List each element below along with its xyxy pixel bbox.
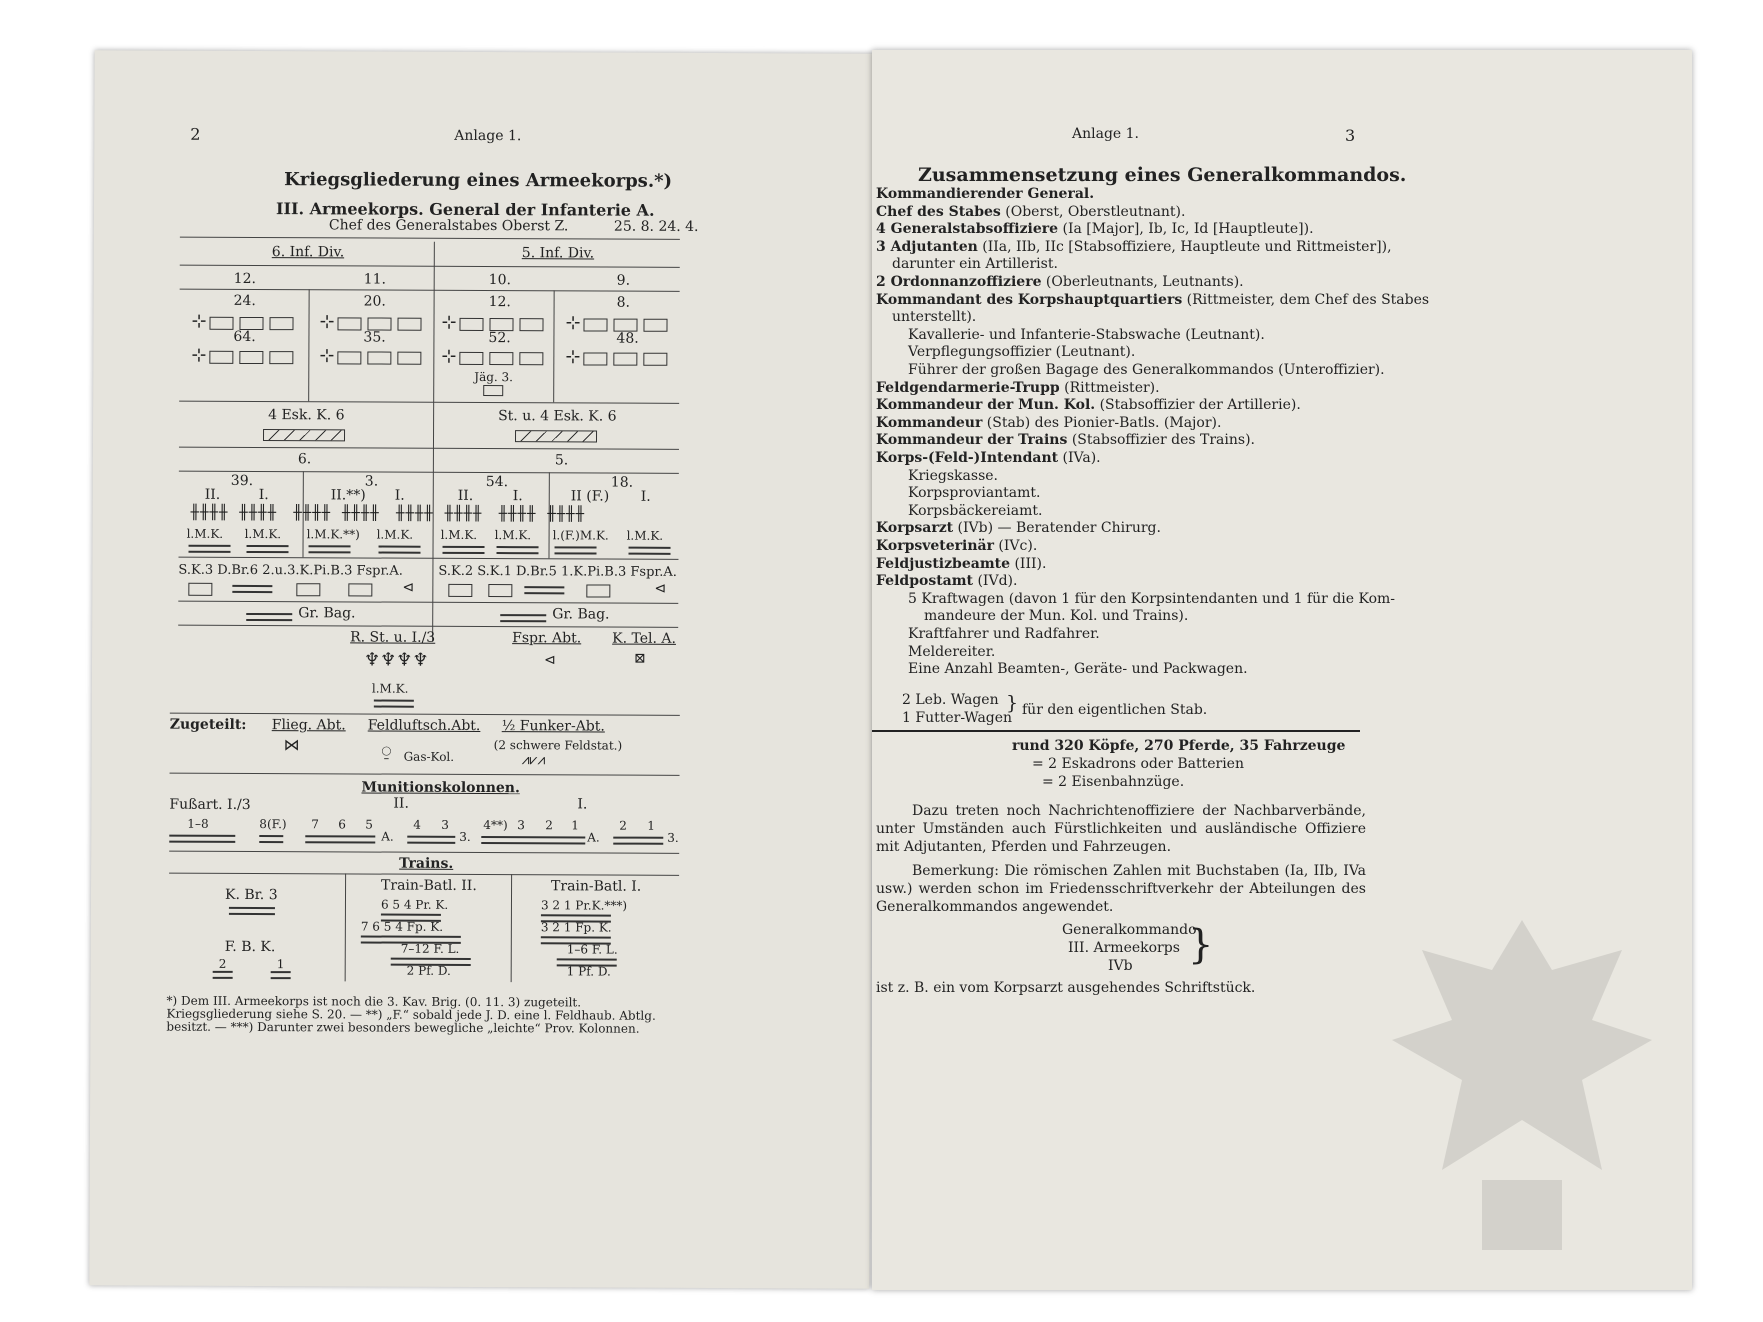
staff-line-rest: unterstellt).: [892, 309, 977, 326]
staff-line-rest: (IVb) — Beratender Chirurg.: [953, 520, 1161, 537]
staff-line: [876, 432, 1255, 448]
staff-line-rest: (Rittmeister).: [1059, 379, 1160, 396]
ammo-column-label: l.(F.)M.K.: [552, 528, 609, 543]
battalion-symbol: [583, 318, 607, 331]
field-bakery-label: F. B. K.: [224, 938, 276, 956]
example-note: ist z. B. ein vom Korpsarzt ausgehendes Schriftstück.: [876, 980, 1256, 996]
staff-line: [908, 344, 1135, 360]
cavalry-squadrons-symbol: [263, 429, 345, 441]
rule: [170, 713, 680, 716]
rule: [178, 601, 678, 604]
artillery-unit: II.: [457, 487, 474, 504]
corps-troop-label: R. St. u. I./3: [350, 629, 436, 646]
flag-icon: ⊲: [544, 652, 556, 669]
munition-number: 1: [571, 818, 579, 833]
rule: [178, 625, 678, 628]
baggage-symbol: [246, 613, 292, 621]
corps-troop-label: Fspr. Abt.: [512, 630, 582, 647]
rule: [180, 265, 680, 268]
staff-line-rest: Führer der großen Bagage des Generalkommandos (Unteroffizier).: [908, 362, 1385, 378]
column-symbol: [541, 936, 611, 944]
battalion-symbol: [483, 385, 503, 396]
staff-line-bold: 3 Adjutanten: [876, 238, 978, 255]
brigade-label: 11.: [363, 271, 387, 288]
ammo-column-label: l.M.K.: [186, 526, 224, 541]
staff-line: [908, 661, 1248, 677]
staff-line: [908, 468, 998, 484]
staff-line-rest: (Oberleutnants, Leutnants).: [1041, 274, 1244, 290]
staff-line: [876, 415, 1221, 431]
munition-group-label: I.: [577, 796, 588, 813]
regiment-label: 64.: [233, 328, 256, 346]
battalion-symbol: [519, 318, 543, 331]
battalion-symbol: [643, 319, 667, 332]
column-symbol: [497, 546, 539, 554]
rule: [169, 851, 679, 854]
column-symbol: [189, 545, 231, 553]
staff-line-bold: Chef des Stabes: [876, 203, 1001, 220]
division-right: 5. Inf. Div.: [521, 245, 595, 262]
staff-line: [876, 204, 1185, 220]
train-battalion-label: Train-Batl. I.: [551, 878, 642, 895]
staff-line-rest: (Ia [Major], Ib, Ic, Id [Hauptleute]).: [1058, 221, 1314, 238]
rule: [511, 874, 512, 982]
staff-line-rest: Kraftfahrer und Radfahrer.: [908, 626, 1100, 642]
staff-line-rest: (Oberst, Oberstleutnant).: [1000, 203, 1186, 220]
regiment-staff-icon: ⊹: [565, 346, 581, 368]
division-left: 6. Inf. Div.: [271, 244, 345, 261]
ammo-column-label: l.M.K.: [244, 526, 282, 542]
artillery-unit: II.**): [330, 487, 366, 504]
staff-line-rest: darunter ein Artillerist.: [892, 256, 1058, 273]
staff-line: [908, 485, 1041, 501]
artillery-regiment-label: 3.: [364, 473, 379, 490]
munition-number: A.: [381, 829, 394, 844]
regiment-staff-icon: ⊹: [319, 311, 335, 333]
staff-line: [876, 274, 1244, 290]
battalion-symbol: [519, 352, 543, 365]
munition-number: 4: [413, 817, 421, 832]
battalion-symbol: [337, 351, 361, 364]
regiment-staff-icon: ⊹: [441, 311, 457, 333]
column-symbol: [213, 971, 233, 979]
artillery-brigade-left: 6.: [297, 451, 312, 468]
total-strength: rund 320 Köpfe, 270 Pferde, 35 Fahrzeuge: [1012, 738, 1346, 754]
ammo-column-label: l.M.K.: [371, 681, 409, 696]
munition-number: 2: [545, 818, 553, 833]
bakery-number: 1: [276, 957, 285, 972]
column-symbol: [407, 836, 455, 844]
staff-line: [876, 573, 1017, 589]
staff-line: [876, 239, 1392, 255]
unit-symbol: [348, 583, 372, 596]
section-title-trains: Trains.: [399, 855, 454, 872]
column-symbol: [541, 914, 611, 922]
column-symbol: [629, 547, 671, 555]
staff-line-bold: Kommandierender General.: [876, 186, 1095, 202]
staff-line-bold: 2 Ordonnanzoffiziere: [876, 274, 1042, 290]
wagon-line: 2 Leb. Wagen: [902, 692, 999, 708]
wagon-line: 1 Futter-Wagen: [902, 710, 1013, 726]
column-symbol: [443, 546, 485, 554]
train-row: 3 2 1 Fp. K.: [540, 920, 612, 935]
column-symbol: [374, 700, 414, 708]
rule: [178, 557, 678, 560]
attached-unit: ½ Funker-Abt.: [501, 718, 605, 735]
rule: [169, 873, 679, 876]
eagle-watermark-icon: [1372, 890, 1672, 1270]
munition-number: A.: [587, 830, 600, 845]
example-line: III. Armeekorps: [1068, 940, 1180, 956]
example-line: Generalkommando: [1062, 922, 1197, 938]
regiment-label: 52.: [488, 330, 511, 347]
battalion-symbol: [269, 317, 293, 330]
staff-line-rest: (Stab) des Pionier-Batls. (Major).: [982, 414, 1222, 431]
artillery-unit: II.: [204, 486, 221, 503]
staff-line-bold: Feldjustizbeamte: [876, 555, 1011, 572]
regiment-label: 12.: [488, 294, 511, 311]
munition-number: 3: [517, 818, 525, 833]
munition-number: 6: [338, 817, 346, 832]
column-symbol: [271, 971, 291, 979]
artillery-unit: I.: [394, 487, 405, 504]
train-row: 3 2 1 Pr.K.***): [540, 898, 628, 913]
staff-line: [876, 397, 1301, 413]
brigade-label: 12.: [233, 270, 257, 288]
staff-line: [892, 309, 976, 325]
staff-line: [908, 362, 1385, 378]
staff-line: [908, 644, 995, 660]
battery-symbols: ╫╫╫╫ ╫╫╫╫ ╫╫╫╫ ╫╫╫╫ ╫╫╫╫ ╫╫╫╫ ╫╫╫╫ ╫╫╫╫: [190, 504, 586, 523]
staff-line-bold: 4 Generalstabsoffiziere: [876, 221, 1059, 238]
rule: [308, 289, 309, 401]
battalion-symbol: [239, 351, 263, 364]
unit-symbol: [488, 584, 512, 597]
munition-number: 4**): [483, 818, 508, 833]
brace-icon: }: [1188, 922, 1214, 968]
attached-label: Zugeteilt:: [169, 716, 247, 733]
staff-line-rest: (III).: [1010, 555, 1047, 572]
staff-line: [892, 256, 1058, 272]
munition-number: 5: [365, 817, 373, 832]
flag-icon: ⊲: [402, 579, 415, 596]
division-divider: [432, 242, 435, 642]
rule: [179, 447, 679, 450]
staff-line-rest: Eine Anzahl Beamten-, Geräte- und Packwagen.: [908, 661, 1248, 678]
ammo-column-label: l.M.K.: [376, 527, 414, 542]
battalion-symbol: [337, 317, 361, 330]
staff-line-bold: Kommandant des Korpshauptquartiers: [876, 291, 1183, 308]
regiment-label: 8.: [616, 294, 630, 311]
baggage-label-left: Gr. Bag.: [298, 605, 356, 622]
ammo-column-label: l.M.K.: [494, 528, 532, 543]
regiment-staff-icon: ⊹: [191, 310, 207, 332]
staff-line-bold: Kommandeur: [876, 414, 983, 431]
column-symbol: [557, 958, 617, 966]
attached-unit: Feldluftsch.Abt.: [367, 717, 481, 734]
rule: [170, 773, 680, 776]
staff-line: [876, 520, 1161, 536]
artillery-unit: I.: [512, 488, 523, 505]
staff-line-bold: Feldgendarmerie-Trupp: [876, 379, 1060, 396]
staff-line-rest: Korpsproviantamt.: [908, 485, 1041, 502]
brigade-label: 10.: [488, 272, 511, 289]
regiment-staff-icon: ⊹: [441, 345, 457, 367]
column-symbol: [381, 914, 441, 922]
battalion-symbol: [459, 318, 483, 331]
train-row: 1–6 F. L.: [566, 942, 618, 957]
telegraph-icon: ⊠: [634, 650, 646, 667]
staff-line: [876, 380, 1160, 396]
jaeger-label: Jäg. 3.: [474, 369, 514, 385]
munition-number: 7: [311, 817, 319, 832]
battalion-symbol: [643, 353, 667, 366]
staff-line-rest: Kavallerie- und Infanterie-Stabswache (Leutnant).: [908, 326, 1265, 343]
foot-artillery-label: Fußart. I./3: [169, 796, 251, 813]
regiment-staff-icon: ⊹: [319, 345, 335, 367]
support-units-left: S.K.3 D.Br.6 2.u.3.K.Pi.B.3 Fspr.A.: [178, 562, 403, 579]
staff-line: [924, 608, 1188, 624]
rule: [179, 471, 679, 474]
artillery-unit: I.: [258, 487, 269, 504]
total-equivalent: = 2 Eisenbahnzüge.: [1042, 774, 1185, 790]
chief-line: Chef des Generalstabes Oberst Z.: [328, 217, 569, 235]
column-symbol: [613, 837, 663, 845]
staff-line: [876, 186, 1094, 202]
column-symbol: [305, 835, 375, 843]
right-page: [872, 50, 1692, 1290]
regiment-staff-icon: ⊹: [191, 344, 207, 366]
staff-line-rest: mandeure der Mun. Kol. und Trains).: [924, 608, 1189, 625]
baggage-label-right: Gr. Bag.: [552, 606, 610, 623]
battalion-symbol: [269, 351, 293, 364]
support-units-right: S.K.2 S.K.1 D.Br.5 1.K.Pi.B.3 Fspr.A.: [438, 563, 677, 580]
aircraft-icon: ⋈: [283, 735, 300, 755]
staff-line-rest: Kriegskasse.: [908, 467, 998, 484]
regiment-label: 48.: [616, 330, 639, 347]
bakery-number: 2: [218, 956, 227, 971]
artillery-unit: I.: [640, 488, 651, 505]
flag-icon: ⊲: [654, 580, 667, 597]
corps-line: III. Armeekorps. General der Infanterie A.: [275, 199, 655, 220]
attached-unit: Flieg. Abt.: [271, 717, 346, 734]
radio-station-note: (2 schwere Feldstat.): [493, 738, 623, 753]
column-symbol: [379, 546, 421, 554]
train-row: 7 6 5 4 Fp. K.: [360, 919, 444, 934]
regiment-label: 20.: [363, 293, 386, 310]
battalion-symbol: [209, 317, 233, 330]
munition-number: 8(F.): [259, 817, 287, 832]
staff-line-rest: (IVc).: [993, 538, 1038, 554]
page-title-right: Zusammensetzung eines Generalkommandos.: [918, 164, 1407, 186]
ammo-column-label: l.M.K.: [626, 528, 664, 543]
munition-number: 1: [647, 818, 655, 833]
unit-symbol: [296, 583, 320, 596]
column-symbol: [361, 935, 461, 943]
munition-number: 2: [619, 818, 627, 833]
rule: [553, 290, 554, 402]
artillery-regiment-label: 54.: [485, 474, 509, 491]
radio-icon: ⩘⩗⩘: [521, 752, 546, 769]
ammo-column-label: l.M.K.**): [306, 527, 360, 542]
battalion-symbol: [583, 352, 607, 365]
staff-line-rest: (IIa, IIb, IIc [Stabsoffiziere, Hauptleute und Rittmeister]),: [977, 238, 1392, 255]
train-row: 1 Pf. D.: [566, 964, 611, 979]
column-symbol: [229, 907, 275, 915]
regiment-label: 35.: [363, 329, 386, 346]
staff-line-rest: (IVd).: [973, 573, 1018, 590]
munition-range: 1–8: [187, 816, 209, 831]
unit-symbol: [586, 584, 610, 597]
rule: [179, 401, 679, 404]
staff-line-bold: Korps-(Feld-)Intendant: [876, 450, 1059, 466]
battery-group-icon: ♆♆♆♆: [363, 649, 429, 671]
staff-line-bold: Korpsveterinär: [876, 538, 994, 554]
page-number-right: 3: [1345, 126, 1356, 145]
munition-number: 3.: [459, 829, 471, 844]
staff-line: [908, 591, 1395, 607]
staff-line: [876, 450, 1101, 466]
unit-symbol: [188, 583, 212, 596]
staff-line-bold: Feldpostamt: [876, 573, 974, 590]
running-header-right: Anlage 1.: [1072, 126, 1140, 142]
regiment-staff-icon: ⊹: [565, 312, 581, 334]
train-row: 2 Pf. D.: [406, 963, 451, 978]
battalion-symbol: [613, 353, 637, 366]
cavalry-squadrons-symbol: [515, 430, 597, 442]
column-symbol: [259, 835, 283, 843]
brace-icon: }: [1006, 692, 1019, 714]
column-symbol: [481, 836, 585, 844]
regiment-label: 24.: [233, 292, 256, 310]
paragraph-additions: Dazu treten noch Nachrichtenoffiziere der Nachbarverbände, unter Umständen auch Fürstlichkeiten und ausländische Offiziere mit Adjutanten, Pferden und Fahrzeugen.: [876, 803, 1366, 855]
staff-line-rest: Korpsbäckereiamt.: [908, 502, 1043, 519]
artillery-regiment-label: 39.: [230, 472, 254, 489]
corps-troop-label: K. Tel. A.: [612, 630, 677, 647]
footnote: *) Dem III. Armeekorps ist noch die 3. Kav. Brig. (0. 11. 3) zugeteilt. Kriegsgliederung siehe S. 20. — **) „F.“ sobald jede J. D. eine l. Feldhaub. Abtlg. besitzt. — ***) Darunter zwei besonders bewegliche „leichte“ Prov. Kolonnen.: [166, 993, 656, 1036]
staff-line-rest: (Stabsoffizier der Artillerie).: [1095, 397, 1301, 414]
staff-line-rest: (Rittmeister, dem Chef des Stabes: [1182, 291, 1430, 308]
battalion-symbol: [397, 318, 421, 331]
rule: [180, 237, 680, 240]
wagon-note: für den eigentlichen Stab.: [1022, 702, 1208, 718]
staff-line: [876, 292, 1429, 308]
staff-line: [876, 538, 1037, 554]
staff-line: [908, 327, 1265, 343]
unit-symbol: [524, 586, 564, 594]
munition-number: 3: [441, 817, 449, 832]
section-title-munition: Munitionskolonnen.: [361, 779, 520, 797]
artillery-unit: II (F.): [570, 488, 610, 505]
balloon-icon: ⍜: [381, 741, 392, 761]
ammo-column-label: l.M.K.: [440, 527, 478, 542]
battalion-symbol: [397, 352, 421, 365]
left-page: [89, 50, 874, 1288]
battalion-symbol: [489, 352, 513, 365]
train-row: 6 5 4 Pr. K.: [380, 897, 449, 912]
staff-line: [876, 221, 1314, 237]
staff-line-bold: Kommandeur der Mun. Kol.: [876, 397, 1096, 414]
battalion-symbol: [459, 352, 483, 365]
staff-line: [908, 626, 1100, 642]
staff-line-rest: (Stabsoffizier des Trains).: [1067, 432, 1255, 449]
battalion-symbol: [367, 351, 391, 364]
train-battalion-label: Train-Batl. II.: [381, 877, 477, 894]
rule: [345, 873, 346, 981]
rule: [180, 289, 680, 292]
staff-line: [876, 556, 1046, 572]
munition-group-label: II.: [393, 795, 409, 812]
artillery-regiment-label: 18.: [610, 474, 634, 491]
staff-line-rest: 5 Kraftwagen (davon 1 für den Korpsintendanten und 1 für die Kom-: [908, 590, 1396, 607]
total-equivalent: = 2 Eskadrons oder Batterien: [1032, 756, 1244, 772]
staff-line-rest: (IVa).: [1058, 450, 1101, 466]
unit-symbol: [232, 585, 272, 593]
page-title-left: Kriegsgliederung eines Armeekorps.*): [284, 169, 673, 192]
gas-column-label: Gas-Kol.: [403, 749, 455, 764]
column-symbol: [391, 958, 471, 966]
column-symbol: [169, 835, 235, 843]
artillery-brigade-right: 5.: [554, 452, 569, 469]
running-header-left: Anlage 1.: [454, 127, 522, 145]
staff-line: [908, 503, 1042, 519]
column-symbol: [247, 545, 289, 553]
staff-line-bold: Korpsarzt: [876, 520, 954, 537]
battalion-symbol: [209, 351, 233, 364]
brigade-label: 9.: [616, 272, 631, 289]
cavalry-right: St. u. 4 Esk. K. 6: [498, 408, 617, 425]
column-symbol: [309, 545, 351, 553]
munition-number: 3.: [667, 830, 679, 845]
unit-symbol: [448, 584, 472, 597]
bridge-train-label: K. Br. 3: [224, 886, 278, 904]
staff-line-rest: Meldereiter.: [908, 643, 996, 660]
example-line: IVb: [1108, 958, 1133, 974]
baggage-symbol: [500, 614, 546, 622]
train-row: 7–12 F. L.: [400, 941, 460, 956]
paragraph-remark: Bemerkung: Die römischen Zahlen mit Buchstaben (Ia, IIb, IVa usw.) werden schon im Friedensschriftverkehr der Abteilungen des Generalkommandos angewendet.: [876, 863, 1366, 915]
staff-line-bold: Kommandeur der Trains: [876, 432, 1068, 449]
staff-line-rest: Verpflegungsoffizier (Leutnant).: [908, 344, 1136, 361]
rule: [872, 730, 1360, 732]
page-number-left: 2: [190, 124, 201, 144]
cavalry-left: 4 Esk. K. 6: [268, 407, 345, 424]
column-symbol: [555, 546, 597, 554]
order-date: 25. 8. 24. 4.: [613, 218, 699, 235]
